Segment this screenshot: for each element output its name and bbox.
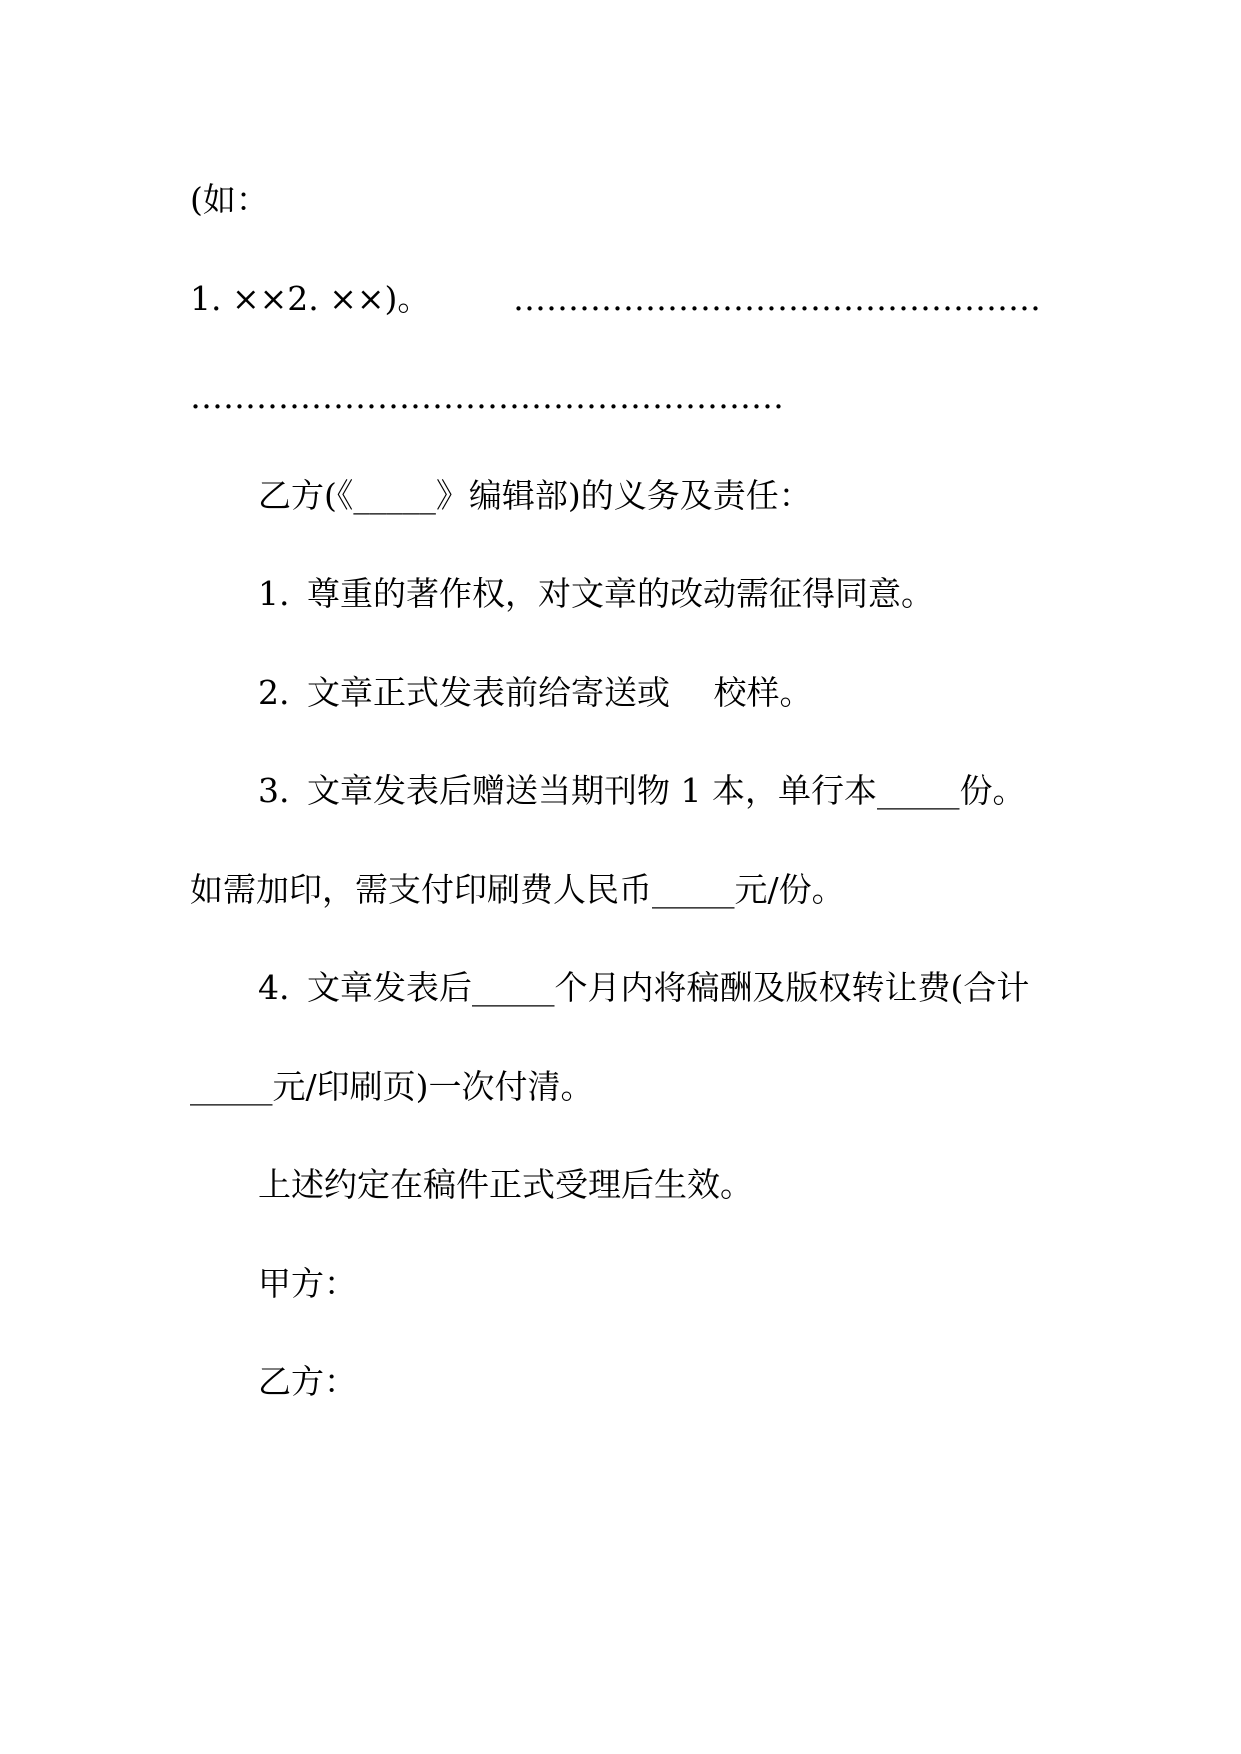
duty-continuation-text: 如需加印，需支付印刷费人民币_____元/份。	[190, 869, 845, 909]
duty-number: 4.	[258, 968, 290, 1007]
duty-item-4-continuation	[190, 1038, 1070, 1137]
party-a-label: 甲方：	[258, 1263, 357, 1303]
party-a-signature-line	[190, 1235, 1070, 1334]
duty-text: 尊重的著作权，对文章的改动需征得同意。	[307, 574, 934, 613]
duty-continuation-text: _____元/印刷页)一次付清。	[190, 1066, 594, 1106]
dot-leader-line	[190, 348, 1070, 447]
duty-text: 文章发表后赠送当期刊物 1 本，单行本_____份。	[307, 771, 1026, 810]
party-b-signature-line	[190, 1333, 1070, 1432]
intro-open-text: (如：	[190, 180, 269, 219]
duty-item-3	[190, 742, 1070, 841]
effective-clause	[190, 1136, 1070, 1235]
party-b-label: 乙方：	[258, 1362, 357, 1401]
duty-number: 3.	[258, 771, 290, 810]
duty-item-4	[190, 939, 1070, 1038]
effective-clause-text: 上述约定在稿件正式受理后生效。	[258, 1165, 753, 1204]
duty-text: 文章发表后_____个月内将稿酬及版权转让费(合计	[307, 968, 1030, 1007]
intro-open-line	[190, 151, 1070, 250]
duty-number: 2.	[258, 672, 290, 712]
duty-text: 文章正式发表前给寄送或 校样。	[307, 672, 813, 712]
duty-item-1	[190, 545, 1070, 644]
duty-item-3-continuation	[190, 841, 1070, 940]
intro-items-text: 1. ××2. ××)。	[190, 278, 431, 318]
document-body	[190, 151, 1070, 1432]
intro-items-line	[190, 250, 1070, 349]
party-b-heading-text: 乙方(《_____》编辑部)的义务及责任：	[258, 475, 812, 515]
party-b-duties-heading	[190, 447, 1070, 546]
duty-item-2	[190, 644, 1070, 743]
dot-leader-2: ………………………………………………	[190, 377, 784, 416]
dot-leader-1: …………………………………………	[513, 278, 1041, 318]
duty-number: 1.	[258, 574, 290, 613]
